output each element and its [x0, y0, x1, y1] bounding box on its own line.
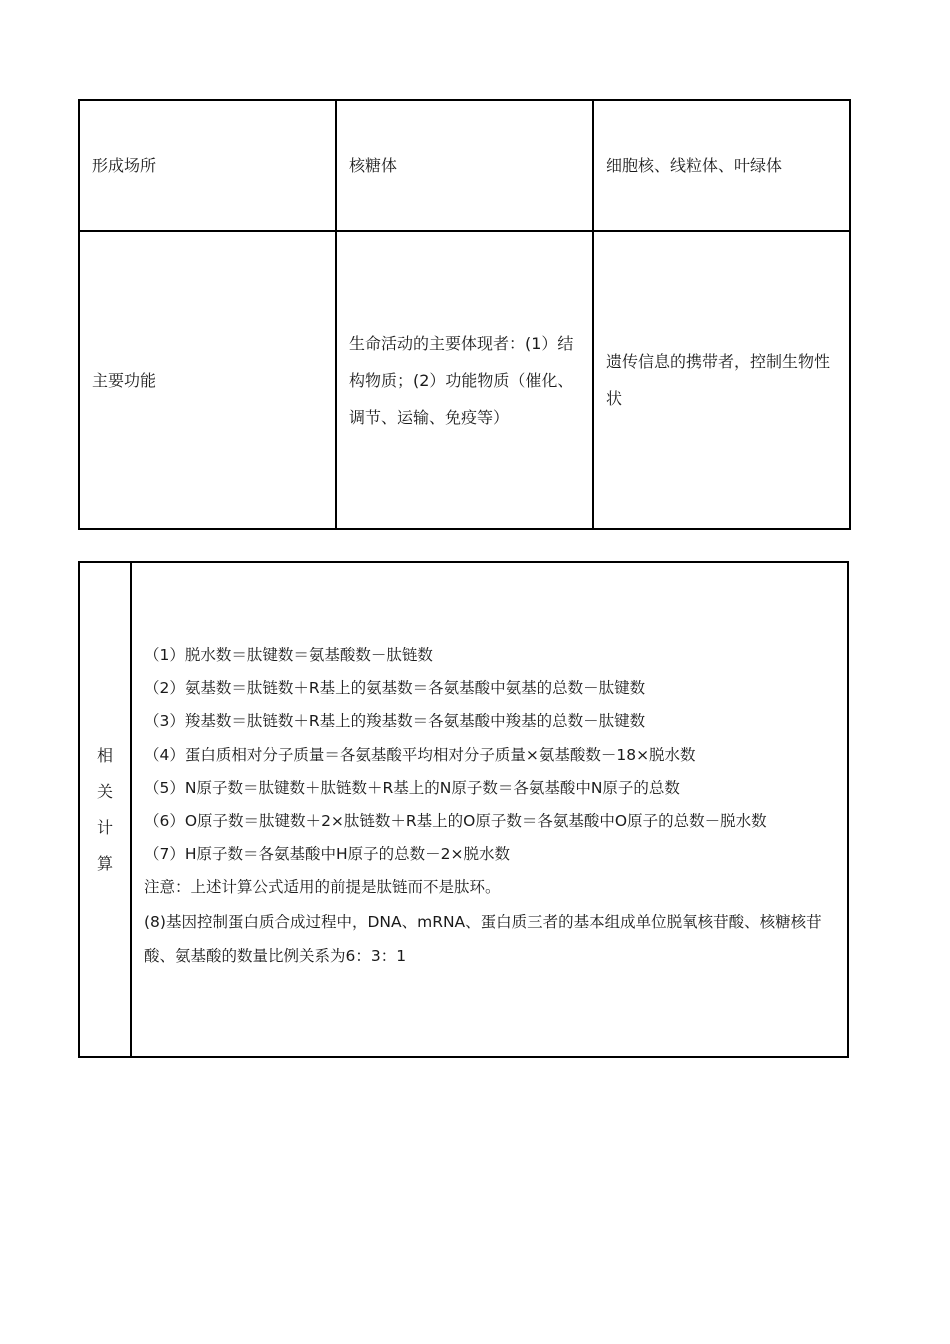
side-char: 关 — [96, 781, 113, 801]
nucleic-acid-main-function: 遗传信息的携带者，控制生物性状 — [593, 231, 850, 529]
table-row — [79, 231, 850, 529]
formula-3: （3）羧基数＝肽链数＋R基上的羧基数＝各氨基酸中羧基的总数－肽键数 — [144, 712, 646, 731]
nucleic-acid-formation-site: 细胞核、线粒体、叶绿体 — [593, 100, 850, 231]
formula-1: （1）脱水数＝肽键数＝氨基酸数－肽链数 — [144, 646, 433, 664]
table-row — [79, 100, 850, 231]
side-char: 计 — [96, 817, 113, 837]
formula-8: (8)基因控制蛋白质合成过程中，DNA、mRNA、蛋白质三者的基本组成单位脱氧核苷酸、核糖核苷酸、氨基酸的数量比例关系为6：3：1 — [144, 912, 822, 965]
table-row — [79, 562, 848, 1057]
calculation-table — [78, 561, 849, 1058]
protein-main-function: 生命活动的主要体现者：(1）结构物质；(2）功能物质（催化、调节、运输、免疫等） — [336, 231, 593, 529]
comparison-table — [78, 99, 851, 530]
formula-6: （6）O原子数＝肽键数＋2×肽链数＋R基上的O原子数＝各氨基酸中O原子的总数－脱水数 — [144, 812, 767, 831]
row-label-main-function: 主要功能 — [79, 231, 336, 529]
formula-5: （5）N原子数＝肽键数＋肽链数＋R基上的N原子数＝各氨基酸中N原子的总数 — [144, 778, 680, 797]
calculation-side-label — [79, 562, 131, 1057]
side-char: 算 — [96, 853, 113, 873]
row-label-formation-site: 形成场所 — [79, 100, 336, 231]
note: 注意：上述计算公式适用的前提是肽链而不是肽环。 — [144, 878, 501, 897]
formula-2: （2）氨基数＝肽链数＋R基上的氨基数＝各氨基酸中氨基的总数－肽键数 — [144, 679, 646, 698]
side-char: 相 — [96, 745, 113, 765]
calculation-content — [131, 562, 848, 1057]
protein-formation-site: 核糖体 — [336, 100, 593, 231]
formula-4: （4）蛋白质相对分子质量＝各氨基酸平均相对分子质量×氨基酸数－18×脱水数 — [144, 745, 696, 764]
formula-7: （7）H原子数＝各氨基酸中H原子的总数－2×脱水数 — [144, 845, 511, 864]
